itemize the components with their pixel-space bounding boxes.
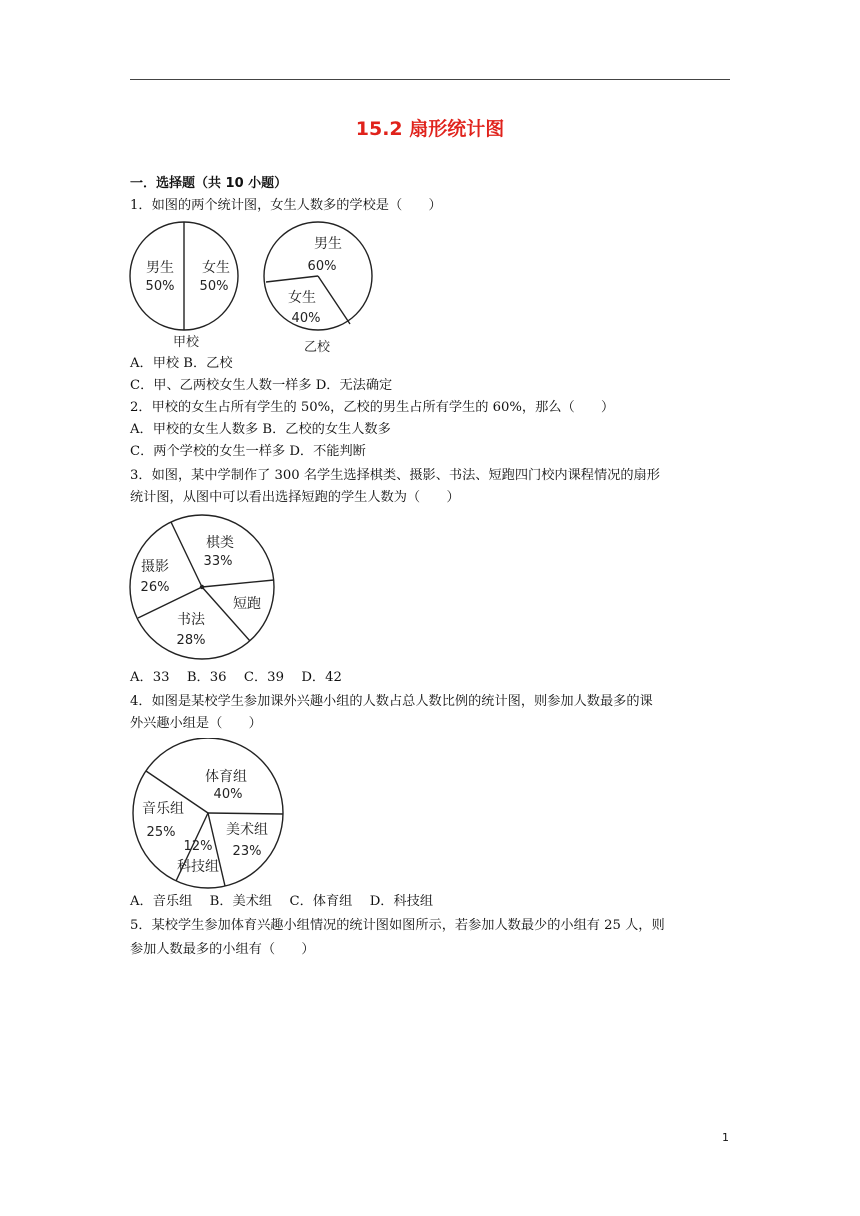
q4-stem-line1: 4．如图是某校学生参加课外兴趣小组的人数占总人数比例的统计图，则参加人数最多的课: [130, 694, 653, 709]
school-a-girls-label: 女生: [202, 260, 230, 276]
q4-options: A．音乐组 B．美术组 C．体育组 D．科技组: [130, 894, 434, 909]
q4-sports-percent: 40%: [213, 787, 243, 802]
q4-tech-percent: 12%: [183, 839, 213, 854]
school-a-boys-percent: 50%: [145, 279, 175, 294]
q3-chess-label: 棋类: [206, 535, 234, 551]
school-b-pie: [264, 222, 372, 355]
q2-options-line2: C．两个学校的女生一样多 D．不能判断: [130, 444, 366, 459]
school-b-name: 乙校: [303, 340, 331, 355]
q3-chess-percent: 33%: [203, 554, 233, 569]
q5-stem-line1: 5．某校学生参加体育兴趣小组情况的统计图如图所示，若参加人数最少的小组有 25 人，则: [130, 918, 665, 933]
q4-pie-chart: [128, 738, 288, 890]
q4-art-label: 美术组: [226, 822, 268, 838]
q1-pie-charts: [128, 220, 378, 355]
school-a-name: 甲校: [172, 335, 200, 350]
q4-music-percent: 25%: [146, 825, 176, 840]
q5-stem-line2: 参加人数最多的小组有（ ）: [130, 942, 315, 957]
q4-tech-label: 科技组: [177, 859, 219, 875]
school-b-girls-percent: 40%: [291, 311, 321, 326]
page-number: 1: [722, 1131, 729, 1144]
q1-options-line2: C．甲、乙两校女生人数一样多 D．无法确定: [130, 378, 393, 393]
school-b-boys-label: 男生: [314, 236, 342, 252]
page-title: 15.2 扇形统计图: [355, 118, 505, 140]
q3-stem-line1: 3．如图，某中学制作了 300 名学生选择棋类、摄影、书法、短跑四门校内课程情况的扇形: [130, 468, 660, 483]
q3-photo-percent: 26%: [140, 580, 170, 595]
q3-photo-label: 摄影: [141, 559, 169, 575]
school-a-pie: [130, 222, 238, 350]
q1-stem: 1．如图的两个统计图，女生人数多的学校是（ ）: [130, 198, 442, 213]
section-heading: 一．选择题（共 10 小题）: [130, 176, 288, 191]
q3-calligraphy-label: 书法: [177, 612, 205, 628]
q3-sprint-label: 短跑: [233, 596, 261, 612]
q1-options-line1: A．甲校 B．乙校: [130, 356, 233, 371]
q3-calligraphy-percent: 28%: [176, 633, 206, 648]
q3-options: A．33 B．36 C．39 D．42: [130, 670, 342, 685]
q4-stem-line2: 外兴趣小组是（ ）: [130, 716, 262, 731]
q4-sports-label: 体育组: [205, 769, 247, 785]
school-a-girls-percent: 50%: [199, 279, 229, 294]
school-a-boys-label: 男生: [146, 260, 174, 276]
q4-art-percent: 23%: [232, 844, 262, 859]
q2-options-line1: A．甲校的女生人数多 B．乙校的女生人数多: [130, 422, 391, 437]
header-rule: [130, 79, 730, 80]
q4-music-label: 音乐组: [142, 801, 184, 817]
q3-pie-chart: [128, 512, 278, 664]
q2-stem: 2．甲校的女生占所有学生的 50%，乙校的男生占所有学生的 60%，那么（ ）: [130, 400, 615, 415]
q3-stem-line2: 统计图，从图中可以看出选择短跑的学生人数为（ ）: [130, 490, 460, 505]
school-b-boys-percent: 60%: [307, 259, 337, 274]
school-b-girls-label: 女生: [288, 290, 316, 306]
